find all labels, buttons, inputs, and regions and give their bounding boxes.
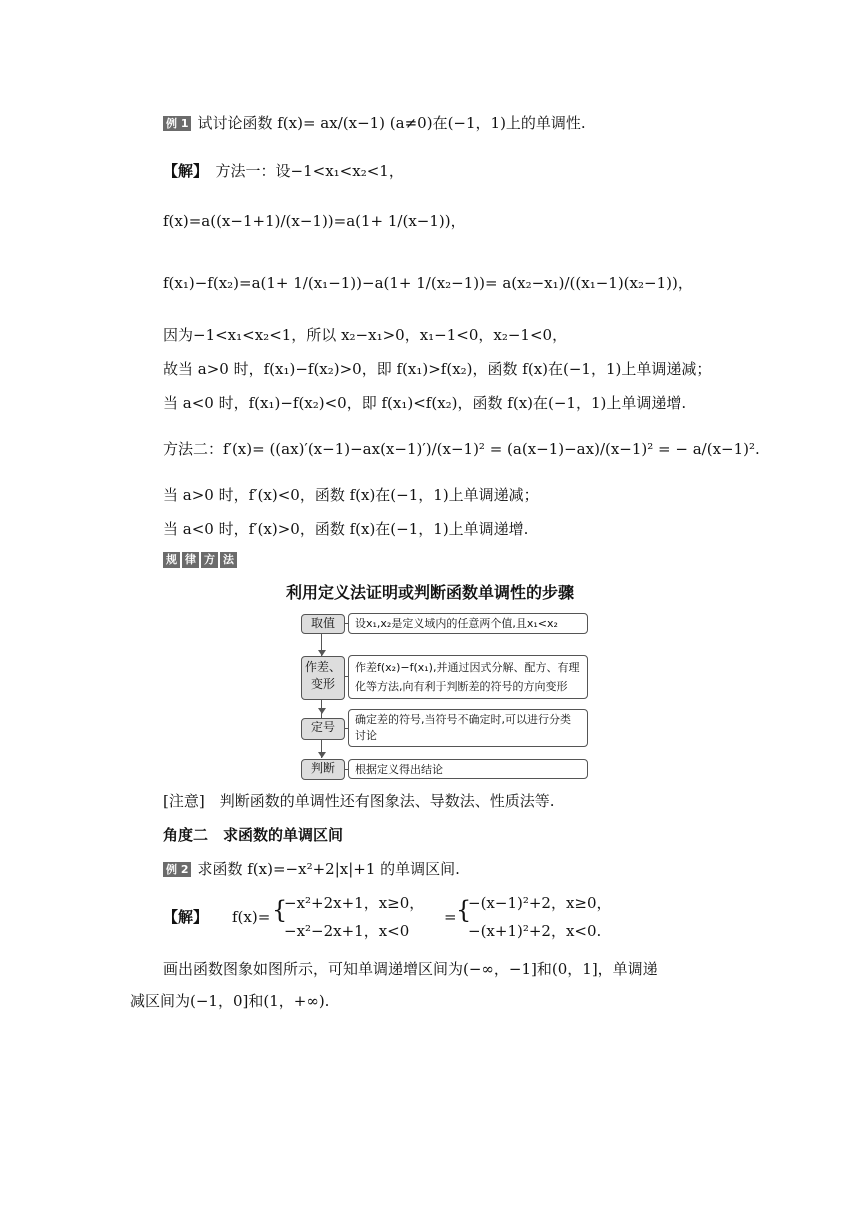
conclusion-line1: 画出函数图象如图所示，可知单调递增区间为(−∞，−1]和(0，1]，单调递 (163, 960, 658, 978)
flow-arrow (318, 752, 326, 758)
step-desc-sign: 确定差的符号,当符号不确定时,可以进行分类讨论 (348, 709, 588, 747)
solution1-eq2: f(x₁)−f(x₂)=a(1+ 1/(x₁−1))−a(1+ 1/(x₂−1))= a(x₂−x₁)/((x₁−1)(x₂−1))， (163, 274, 693, 292)
piecewise-case2: −x²−2x+1，x<0 (284, 922, 410, 940)
method-tag-char: 方 (201, 552, 218, 568)
note: [注意] 判断函数的单调性还有图象法、导数法、性质法等. (163, 792, 555, 810)
solution1-line5: 当 a<0 时，f(x₁)−f(x₂)<0，即 f(x₁)<f(x₂)，函数 f(x)在(−1，1)上单调递增. (163, 394, 687, 412)
brace-left: { (272, 896, 288, 924)
step-label-sign: 定号 (301, 718, 345, 740)
solution1-eq1: f(x)=a((x−1+1)/(x−1))=a(1+ 1/(x−1))， (163, 212, 466, 230)
method-tag-char: 法 (220, 552, 237, 568)
step-desc-diff: 作差f(x₂)−f(x₁),并通过因式分解、配方、有理化等方法,向有利于判断差的符号的方向变形 (348, 655, 588, 699)
section-heading: 角度二 求函数的单调区间 (163, 826, 344, 844)
piecewise-case4: −(x+1)²+2，x<0. (468, 922, 602, 940)
solution1-line7: 当 a>0 时，f′(x)<0，函数 f(x)在(−1，1)上单调递减； (163, 486, 539, 504)
step-label-judge: 判断 (301, 759, 345, 780)
solution-label: 【解】 (163, 162, 201, 180)
flow-arrow (318, 708, 326, 714)
method-tag (163, 552, 237, 568)
example2-problem: 例 2 求函数 f(x)=−x²+2|x|+1 的单调区间. (163, 858, 460, 880)
step-label-choose: 取值 (301, 614, 345, 634)
example-tag: 例 1 (163, 116, 191, 131)
example1-problem: 例 1 试讨论函数 f(x)= ax/(x−1) (a≠0)在(−1，1)上的单调性. (163, 112, 586, 134)
solution1-line3: 因为−1<x₁<x₂<1，所以 x₂−x₁>0，x₁−1<0，x₂−1<0， (163, 326, 568, 344)
method-tag-char: 律 (182, 552, 199, 568)
piecewise-case1: −x²+2x+1，x≥0， (284, 894, 425, 912)
solution2-label: 【解】 (163, 908, 209, 926)
piecewise-case3: −(x−1)²+2，x≥0， (468, 894, 612, 912)
solution1-start: 【解】 方法一：设−1<x₁<x₂<1， (163, 162, 404, 180)
solution1-method2: 方法二：f′(x)= ((ax)′(x−1)−ax(x−1)′)/(x−1)² = (a(x−1)−ax)/(x−1)² = − a/(x−1)². (163, 440, 760, 458)
piecewise-fx: f(x)= (232, 908, 271, 926)
piecewise-equals: = (444, 908, 457, 926)
step-desc-judge: 根据定义得出结论 (348, 759, 588, 779)
brace-right: { (456, 896, 472, 924)
solution1-line4: 故当 a>0 时，f(x₁)−f(x₂)>0，即 f(x₁)>f(x₂)，函数 f(x)在(−1，1)上单调递减； (163, 360, 712, 378)
step-desc-choose: 设x₁,x₂是定义域内的任意两个值,且x₁<x₂ (348, 613, 588, 634)
example-tag: 例 2 (163, 862, 191, 877)
flow-title: 利用定义法证明或判断函数单调性的步骤 (285, 583, 574, 602)
method-tag-char: 规 (163, 552, 180, 568)
solution1-line8: 当 a<0 时，f′(x)>0，函数 f(x)在(−1，1)上单调递增. (163, 520, 529, 538)
step-label-diff: 作差、变形 (301, 656, 345, 700)
conclusion-line2: 减区间为(−1，0]和(1，+∞). (130, 992, 330, 1010)
